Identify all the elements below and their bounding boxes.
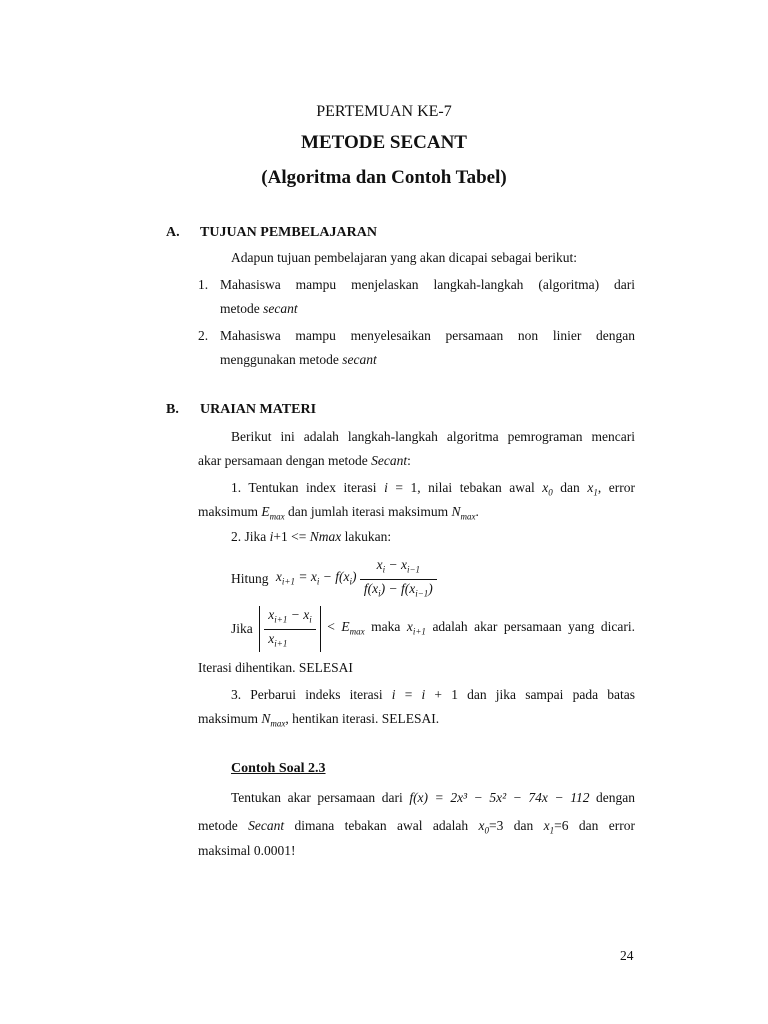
section-b-intro-line1: Berikut ini adalah langkah-langkah algoritma pemrograman mencari xyxy=(231,429,635,444)
step-2-line: 2. Jika i+1 <= Nmax lakukan: xyxy=(231,529,392,544)
stopping-criterion: Jika $\frac{x_{i+1} - x_i}{x_{i+1}}$ < $E_{max}$ maka $x_{i+1}$ adalah akar persamaan yang dicari. xyxy=(231,606,635,650)
section-b-heading: B. URAIAN MATERI xyxy=(166,402,317,417)
example-heading: Contoh Soal 2.3 xyxy=(231,761,326,776)
objective-1-line2: metode secant xyxy=(220,301,298,316)
method-title: METODE SECANT xyxy=(301,132,467,153)
step-3-line2: maksimum $N_{max}$, hentikan iterasi. SELESAI. xyxy=(198,711,440,729)
objective-2-line2: menggunakan metode secant xyxy=(220,352,377,367)
example-line1: Tentukan akar persamaan dari f(x) = 2x³ − 5x² − 74x − 112 dengan xyxy=(231,790,636,805)
relative-error-abs: $\frac{x_{i+1} - x_i}{x_{i+1}}$ xyxy=(259,606,320,652)
example-line2: metode Secant dimana tebakan awal adalah $x_0=3$ dan $x_1=6$ dan error xyxy=(198,818,635,836)
page-number: 24 xyxy=(620,948,634,963)
step-3-line1: 3. Perbarui indeks iterasi i = i + 1 dan jika sampai pada batas xyxy=(231,687,635,702)
objective-1-line1: Mahasiswa mampu menjelaskan langkah-langkah (algoritma) dari xyxy=(220,277,635,292)
objective-2-number: 2. xyxy=(198,328,209,343)
section-a-intro: Adapun tujuan pembelajaran yang akan dicapai sebagai berikut: xyxy=(231,250,577,265)
page-subtitle: (Algoritma dan Contoh Tabel) xyxy=(261,167,507,188)
secant-formula: Hitung $x_{i+1} = x_i - f(x_i)$ $\frac{x_i - x_{i-1}}{f(x_i) - f(x_{i-1})}$ xyxy=(231,556,437,596)
meeting-title: PERTEMUAN KE-7 xyxy=(316,103,452,120)
objective-1-number: 1. xyxy=(198,277,209,292)
section-b-intro-line2: akar persamaan dengan metode Secant: xyxy=(198,453,411,468)
example-line3: maksimal 0.0001! xyxy=(198,843,296,858)
secant-fraction: $\frac{x_i - x_{i-1}}{f(x_i) - f(x_{i-1})}$ xyxy=(360,556,437,602)
step-1-line1: 1. Tentukan index iterasi i = 1, nilai tebakan awal $x_0$ dan $x_1$, error xyxy=(231,480,635,498)
step-1-line2: maksimum $E_{max}$ dan jumlah iterasi maksimum $N_{max}$. xyxy=(198,504,479,522)
objective-2-line1: Mahasiswa mampu menyelesaikan persamaan non linier dengan xyxy=(220,328,635,343)
section-a-heading: A. TUJUAN PEMBELAJARAN xyxy=(166,225,377,240)
iteration-stop-text: Iterasi dihentikan. SELESAI xyxy=(198,660,353,675)
